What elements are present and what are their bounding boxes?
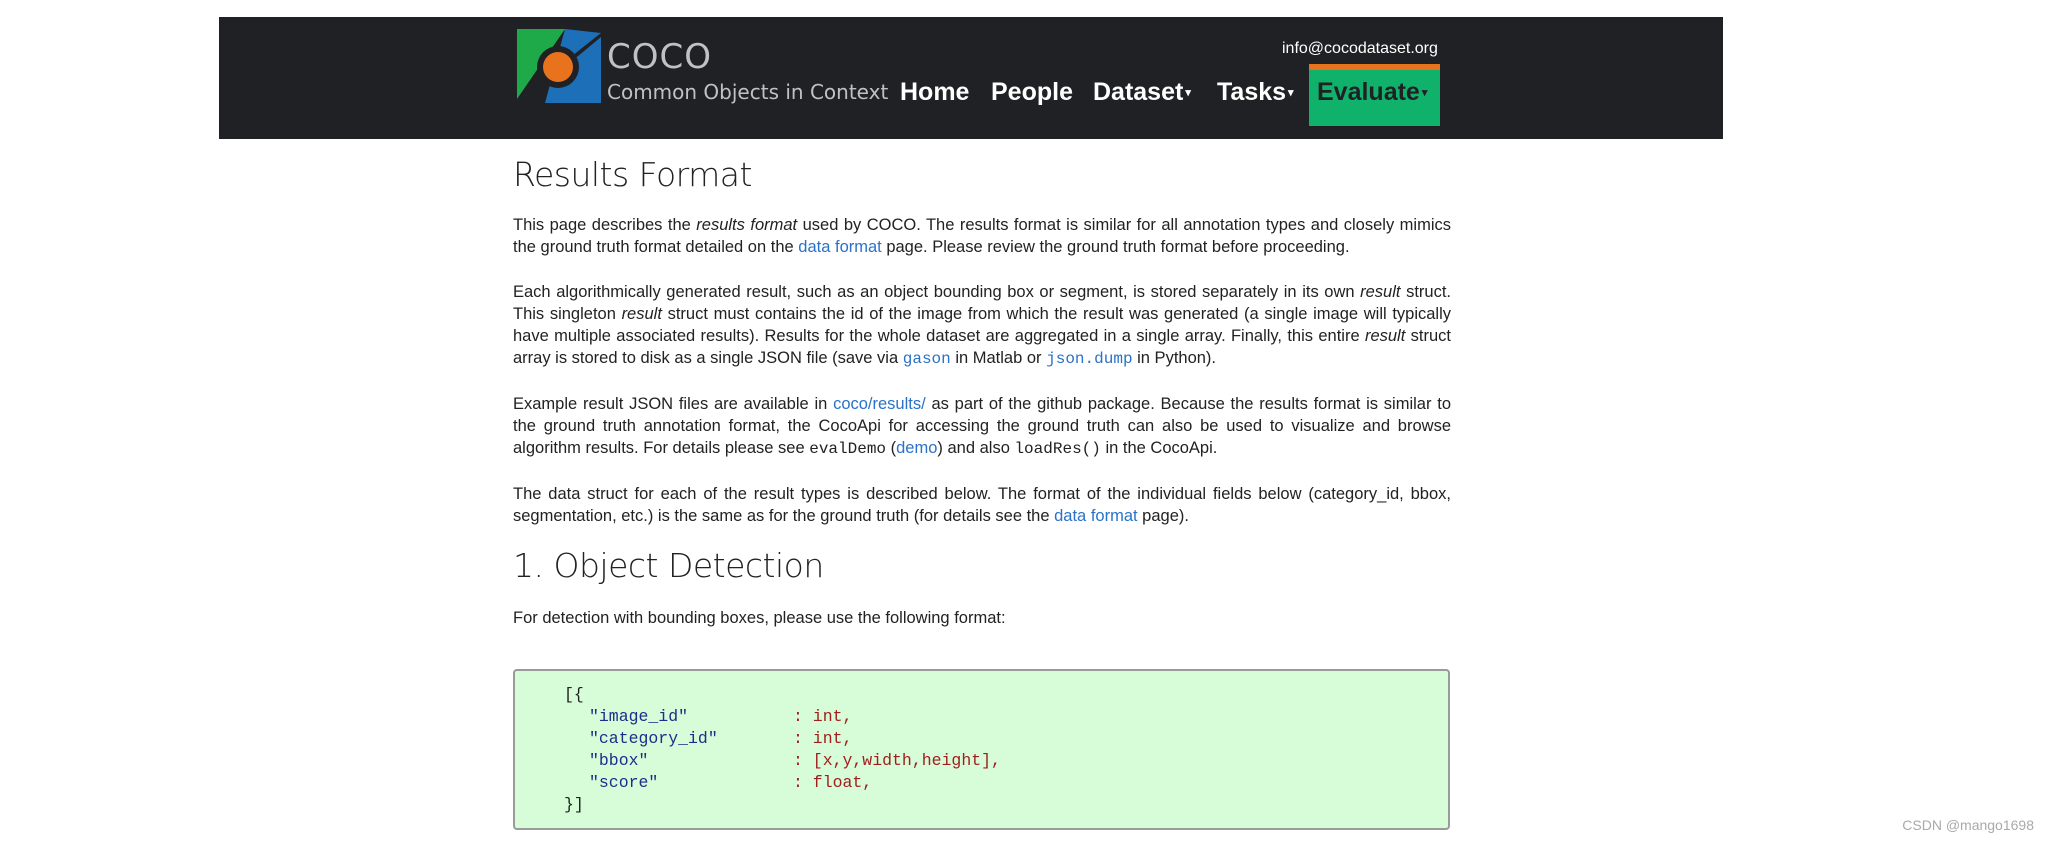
main-content xyxy=(513,140,1451,652)
contact-email-link[interactable]: info@cocodataset.org xyxy=(1282,40,1438,57)
data-format-link[interactable]: data format xyxy=(798,238,882,256)
coco-results-link[interactable]: coco/results/ xyxy=(833,395,926,413)
demo-link[interactable]: demo xyxy=(896,439,938,457)
nav-tasks[interactable]: Tasks ▾ xyxy=(1217,78,1294,106)
loadres-code: loadRes() xyxy=(1014,440,1101,458)
nav-people[interactable]: People xyxy=(991,78,1073,106)
code-key: "category_id" xyxy=(589,729,718,748)
examples-paragraph: Example result JSON files are available in coco/results/ as part of the github package. Because the results format is similar to the ground truth annotation format, the CocoApi for accessing the ground truth can also be used to visualize and browse algorithm results. For details please see evalDemo (demo) and also loadRes() in the CocoApi. xyxy=(513,395,1451,458)
data-struct-paragraph: The data struct for each of the result types is described below. The format of the individual fields below (category_id, bbox, segmentation, etc.) is the same as for the ground truth (for details see the data format page). xyxy=(513,485,1451,525)
coco-logo-icon[interactable] xyxy=(515,27,605,105)
site-header xyxy=(219,17,1723,139)
nav-evaluate[interactable]: Evaluate ▾ xyxy=(1309,70,1440,126)
brand[interactable] xyxy=(607,37,888,105)
section-intro: For detection with bounding boxes, please use the following format: xyxy=(513,609,1006,627)
code-value: : int, xyxy=(793,729,853,748)
result-struct-paragraph: Each algorithmically generated result, such as an object bounding box or segment, is stored separately in its own result struct. This singleton result struct must contains the id of the image from which the result was generated (a single image will typically have multiple associated results). Results for the whole dataset are aggregated in a single array. Finally, this entire result struct array is stored to disk as a single JSON file (save via gason in Matlab or json.dump in Python). xyxy=(513,283,1452,368)
nav-dataset[interactable]: Dataset ▾ xyxy=(1093,78,1191,106)
code-key: "image_id" xyxy=(589,707,689,726)
brand-subtitle: Common Objects in Context xyxy=(607,80,889,104)
chevron-down-icon: ▾ xyxy=(1288,87,1294,100)
intro-paragraph: This page describes the results format used by COCO. The results format is similar for all annotation types and closely mimics the ground truth format detailed on the data format page. Please review the ground truth format before proceeding. xyxy=(513,216,1451,256)
evaldemo-code: evalDemo xyxy=(809,440,887,458)
json-dump-link[interactable]: json.dump xyxy=(1046,350,1133,368)
watermark: CSDN @mango1698 xyxy=(1902,817,2034,833)
nav-home[interactable]: Home xyxy=(900,78,970,106)
brand-name: COCO xyxy=(607,37,713,77)
data-format-link[interactable]: data format xyxy=(1054,507,1138,525)
chevron-down-icon: ▾ xyxy=(1421,87,1428,100)
section-title: 1. Object Detection xyxy=(513,546,824,585)
code-key: "bbox" xyxy=(589,751,649,770)
code-open-bracket: [{ xyxy=(564,685,584,704)
code-value: : float, xyxy=(793,773,873,792)
code-close-bracket: }] xyxy=(564,795,584,814)
page-title: Results Format xyxy=(513,155,752,194)
gason-link[interactable]: gason xyxy=(902,350,951,368)
code-block xyxy=(513,669,1450,830)
code-key: "score" xyxy=(589,773,659,792)
code-value: : [x,y,width,height], xyxy=(793,751,1001,770)
chevron-down-icon: ▾ xyxy=(1185,87,1191,100)
code-value: : int, xyxy=(793,707,853,726)
